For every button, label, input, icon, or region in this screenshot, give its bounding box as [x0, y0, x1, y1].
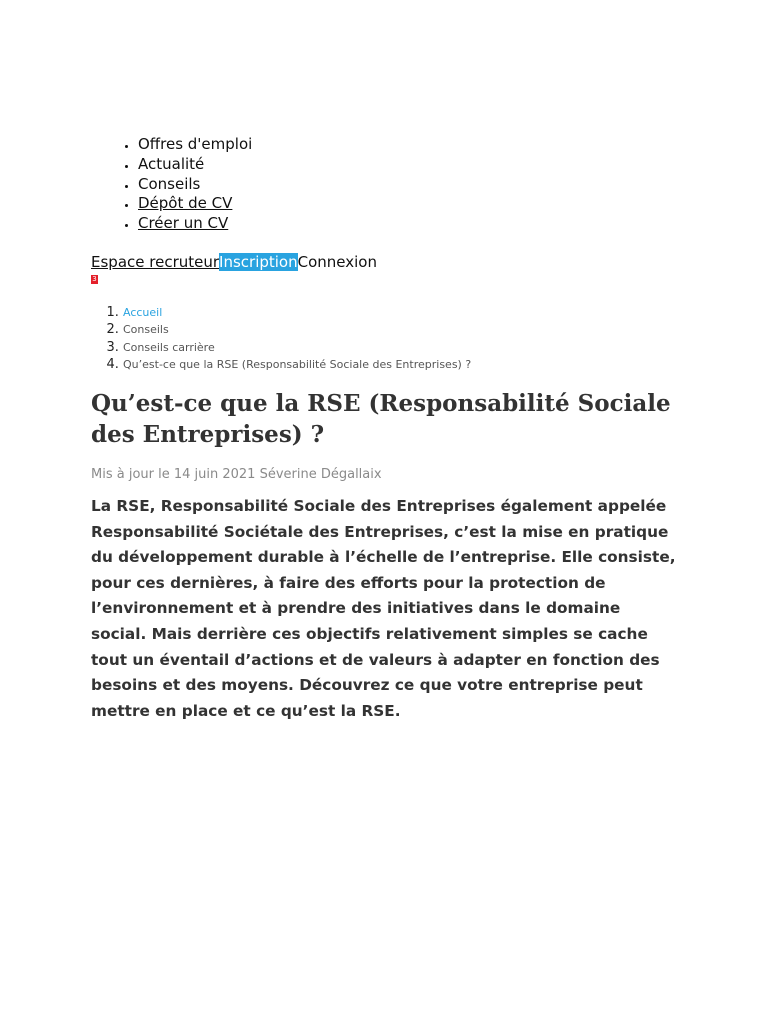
- page-title: Qu’est-ce que la RSE (Responsabilité Sociale des Entreprises) ?: [91, 390, 671, 448]
- nav-link-job-offers[interactable]: Offres d'emploi: [138, 135, 253, 153]
- notification-badge: 3: [92, 275, 97, 283]
- nav-link-advice[interactable]: Conseils: [138, 174, 201, 193]
- breadcrumb-item-career-advice: 3. Conseils carrière: [123, 339, 471, 356]
- nav-item-job-offers: [138, 135, 252, 155]
- breadcrumb-item-home: [123, 304, 471, 321]
- account-bar: [91, 252, 377, 272]
- breadcrumb-item-current: 4. Qu’est-ce que la RSE (Responsabilité Sociale des Entreprises) ?: [123, 356, 471, 373]
- nav-item-create-cv: [138, 214, 252, 234]
- nav-link-cv-upload[interactable]: Dépôt de CV: [138, 194, 233, 213]
- nav-link-create-cv[interactable]: Créer un CV: [138, 214, 229, 233]
- article-meta: Mis à jour le 14 juin 2021 Séverine Dégallaix: [91, 467, 382, 482]
- nav-item-cv-upload: [138, 194, 252, 214]
- signup-button[interactable]: Inscription: [219, 253, 298, 271]
- breadcrumb: [91, 304, 471, 374]
- main-nav: [91, 135, 252, 234]
- recruiter-space-link[interactable]: Espace recruteur: [91, 253, 220, 271]
- login-link[interactable]: Connexion: [297, 253, 377, 271]
- article-intro: La RSE, Responsabilité Sociale des Entreprises également appelée Responsabilité Sociétale des Entreprises, c’est la mise en pratique du développement durable à l’échelle de l’entreprise. Elle consiste, pour ces dernières, à faire des efforts pour la protection de l’environnement et à prendre des initiatives dans le domaine social. Mais derrière ces objectifs relativement simples se cache tout un éventail d’actions et de valeurs à adapter en fonction des besoins et des moyens. Découvrez ce que votre entreprise peut mettre en place et ce qu’est la RSE.: [91, 497, 676, 720]
- breadcrumb-link-home[interactable]: Accueil: [123, 306, 163, 319]
- nav-item-news: [138, 155, 252, 175]
- nav-link-news[interactable]: Actualité: [138, 154, 205, 173]
- nav-item-advice: [138, 175, 252, 195]
- breadcrumb-item-advice: 2. Conseils: [123, 321, 471, 338]
